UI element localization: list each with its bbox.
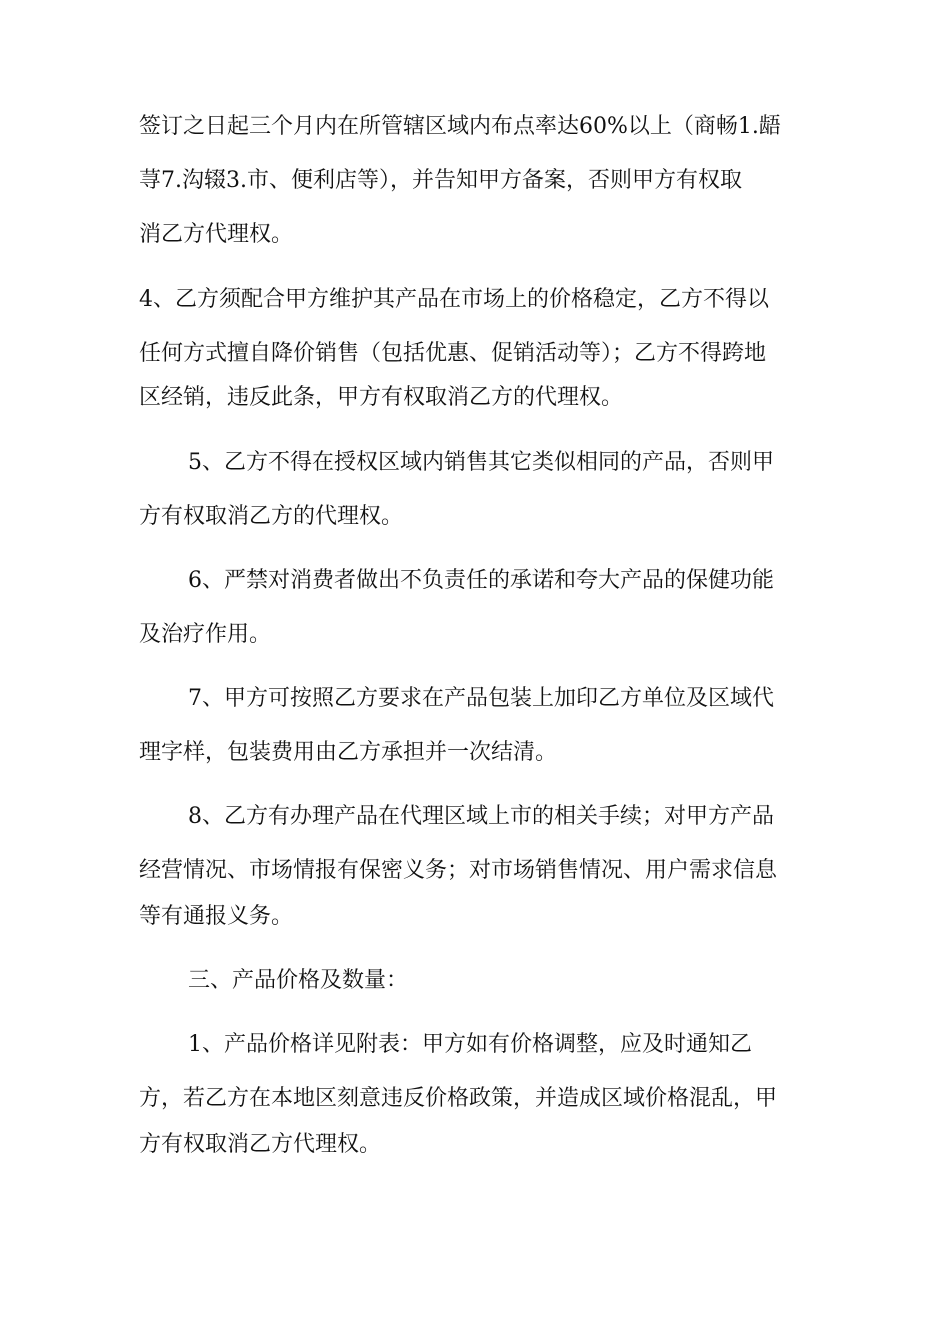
text-line: 方有权取消乙方代理权。 xyxy=(139,1132,382,1157)
text-line: 1、产品价格详见附表：甲方如有价格调整，应及时通知乙 xyxy=(188,1032,752,1057)
text-line: 等有通报义务。 xyxy=(139,904,294,929)
section-heading: 三、产品价格及数量： xyxy=(188,968,409,993)
text-line: 经营情况、市场情报有保密义务；对市场销售情况、用户需求信息 xyxy=(139,858,778,883)
text-line: 方，若乙方在本地区刻意违反价格政策，并造成区域价格混乱，甲 xyxy=(139,1086,778,1111)
text-line: 区经销，违反此条，甲方有权取消乙方的代理权。 xyxy=(139,385,624,410)
text-line: 签订之日起三个月内在所管辖区域内布点率达60%以上（商畅1.龉 xyxy=(139,114,781,139)
text-line: 7、甲方可按照乙方要求在产品包装上加印乙方单位及区域代 xyxy=(188,686,774,711)
text-line: 理字样，包装费用由乙方承担并一次结清。 xyxy=(139,740,558,765)
text-line: 4、乙方须配合甲方维护其产品在市场上的价格稳定，乙方不得以 xyxy=(139,287,769,312)
text-line: 6、严禁对消费者做出不负责任的承诺和夸大产品的保健功能 xyxy=(188,568,774,593)
text-line: 消乙方代理权。 xyxy=(139,222,294,247)
text-line: 8、乙方有办理产品在代理区域上市的相关手续；对甲方产品 xyxy=(188,804,774,829)
text-line: 任何方式擅自降价销售（包括优惠、促销活动等）；乙方不得跨地 xyxy=(139,341,767,366)
text-line: 方有权取消乙方的代理权。 xyxy=(139,504,404,529)
text-line: 5、乙方不得在授权区域内销售其它类似相同的产品，否则甲 xyxy=(188,450,774,475)
text-line: 荨7.沟辍3.市、便利店等），并告知甲方备案，否则甲方有权取 xyxy=(139,168,742,193)
text-line: 及治疗作用。 xyxy=(139,622,272,647)
